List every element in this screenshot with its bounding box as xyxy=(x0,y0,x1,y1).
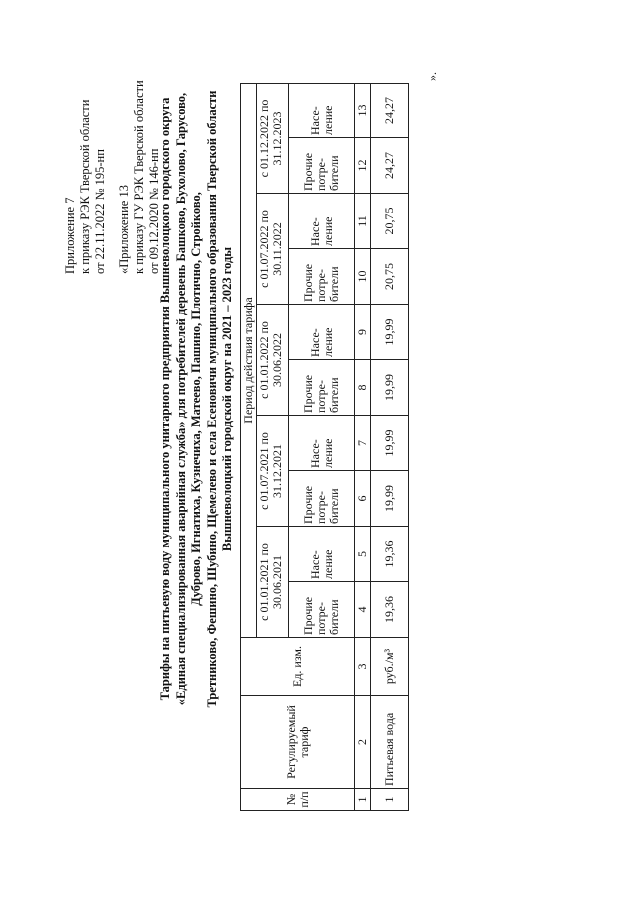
header-unit: Ед. изм. xyxy=(241,638,355,696)
appendix-current-line: от 22.11.2022 № 195-нп xyxy=(93,149,107,274)
column-number: 12 xyxy=(355,138,371,194)
title-line: Третниково, Фешино, Шубино, Щемелево и села Есеновичи муниципального образования Тверской области xyxy=(204,90,219,708)
row-tariff: Питьевая вода xyxy=(371,696,409,789)
header-consumer-other: Прочие потре- бители xyxy=(289,249,355,305)
header-consumer-population: Насе- ление xyxy=(289,83,355,137)
appendix-previous-line: к приказу ГУ РЭК Тверской области xyxy=(132,80,146,274)
tariff-value: 20,75 xyxy=(371,194,409,249)
tariff-value: 24,27 xyxy=(371,83,409,137)
tariff-table xyxy=(240,83,409,811)
column-number: 5 xyxy=(355,527,371,582)
title-line: «Единая специализированная аварийная служба» для потребителей деревень Башково, Бухолово, Гарусово, xyxy=(173,92,188,706)
table-row xyxy=(371,83,409,810)
appendix-previous-line: «Приложение 13 xyxy=(117,185,131,274)
header-consumer-population: Насе- ление xyxy=(289,305,355,360)
column-number: 11 xyxy=(355,194,371,249)
column-number: 10 xyxy=(355,249,371,305)
header-consumer-population: Насе- ление xyxy=(289,527,355,582)
period-header: с 01.12.2022 по 31.12.2023 xyxy=(257,83,289,193)
tariff-value: 19,99 xyxy=(371,305,409,360)
column-number: 4 xyxy=(355,582,371,638)
appendix-previous xyxy=(117,80,162,274)
column-number: 3 xyxy=(355,638,371,696)
tariff-value: 24,27 xyxy=(371,138,409,194)
header-num: № п/п xyxy=(241,789,355,811)
header-consumer-population: Насе- ление xyxy=(289,416,355,471)
period-header: с 01.07.2021 по 31.12.2021 xyxy=(257,416,289,527)
document-title xyxy=(158,39,236,759)
column-number: 8 xyxy=(355,360,371,416)
header-consumer-other: Прочие потре- бители xyxy=(289,471,355,527)
appendix-current xyxy=(63,100,108,274)
tariff-value: 19,99 xyxy=(371,416,409,471)
period-header: с 01.01.2021 по 30.06.2021 xyxy=(257,527,289,638)
column-number: 2 xyxy=(355,696,371,789)
column-number: 13 xyxy=(355,83,371,137)
title-line: Дуброво, Игнатиха, Кузнечиха, Матеево, Пашино, Плотично, Стройково, xyxy=(189,192,203,606)
tariff-value: 20,75 xyxy=(371,249,409,305)
appendix-previous-line: от 09.12.2020 № 146-нп xyxy=(147,148,161,274)
header-tariff: Регулируемый тариф xyxy=(241,696,355,789)
tariff-value: 19,99 xyxy=(371,471,409,527)
tariff-value: 19,99 xyxy=(371,360,409,416)
header-consumer-other: Прочие потре- бители xyxy=(289,360,355,416)
period-header: с 01.01.2022 по 30.06.2022 xyxy=(257,305,289,416)
appendix-current-line: Приложение 7 xyxy=(63,197,77,274)
header-consumer-population: Насе- ление xyxy=(289,194,355,249)
row-unit: руб./м³ xyxy=(371,638,409,696)
title-line: Тарифы на питьевую воду муниципального унитарного предприятия Вышневолоцкого городского округа xyxy=(158,97,172,701)
closing-quote-mark: ». xyxy=(425,72,439,81)
column-number-row xyxy=(355,83,371,810)
row-num: 1 xyxy=(371,789,409,811)
column-number: 7 xyxy=(355,416,371,471)
column-number: 1 xyxy=(355,789,371,811)
period-header: с 01.07.2022 по 30.11.2022 xyxy=(257,194,289,305)
title-line: Вышневолоцкий городской округ на 2021 – 2023 годы xyxy=(220,246,234,552)
header-period: Период действия тарифа xyxy=(241,83,257,637)
column-number: 9 xyxy=(355,305,371,360)
tariff-value: 19,36 xyxy=(371,582,409,638)
header-consumer-other: Прочие потре- бители xyxy=(289,138,355,194)
column-number: 6 xyxy=(355,471,371,527)
tariff-value: 19,36 xyxy=(371,527,409,582)
header-consumer-other: Прочие потре- бители xyxy=(289,582,355,638)
appendix-current-line: к приказу РЭК Тверской области xyxy=(78,99,92,274)
